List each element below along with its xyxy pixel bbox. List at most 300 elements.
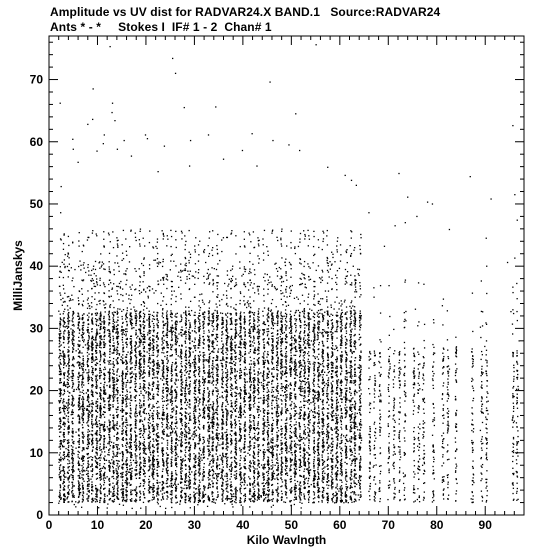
- data-point: [79, 458, 80, 459]
- data-point: [188, 427, 189, 428]
- data-point: [171, 396, 172, 397]
- data-point: [171, 483, 172, 484]
- data-point: [112, 456, 113, 457]
- data-point: [95, 286, 96, 287]
- data-point: [95, 496, 96, 497]
- data-point: [157, 502, 158, 503]
- data-point: [83, 410, 84, 411]
- data-point: [176, 410, 177, 411]
- data-point: [185, 460, 186, 461]
- data-point: [112, 378, 113, 379]
- data-point: [92, 322, 93, 323]
- data-point: [121, 316, 122, 317]
- data-point: [100, 476, 101, 477]
- data-point: [59, 476, 60, 477]
- data-point: [180, 475, 181, 476]
- data-point: [95, 461, 96, 462]
- data-point: [117, 473, 118, 474]
- data-point: [72, 485, 73, 486]
- data-point: [167, 472, 168, 473]
- data-point: [184, 375, 185, 376]
- data-point: [122, 499, 123, 500]
- data-point: [126, 430, 127, 431]
- data-point: [87, 239, 88, 240]
- data-point: [170, 230, 171, 231]
- data-point: [99, 423, 100, 424]
- data-point: [180, 277, 181, 278]
- data-point: [82, 471, 83, 472]
- data-point: [72, 462, 73, 463]
- data-point: [88, 338, 89, 339]
- data-point: [63, 367, 64, 368]
- data-point: [59, 421, 60, 422]
- data-point: [72, 432, 73, 433]
- data-point: [99, 434, 100, 435]
- data-point: [100, 410, 101, 411]
- data-point: [68, 236, 69, 237]
- data-point: [145, 408, 146, 409]
- data-point: [105, 477, 106, 478]
- data-point: [136, 321, 137, 322]
- data-point: [175, 426, 176, 427]
- data-point: [131, 371, 132, 372]
- data-point: [174, 316, 175, 317]
- data-point: [185, 450, 186, 451]
- data-point: [149, 332, 150, 333]
- data-point: [73, 366, 74, 367]
- data-point: [170, 389, 171, 390]
- data-point: [96, 393, 97, 394]
- data-point: [78, 480, 79, 481]
- data-point: [157, 238, 158, 239]
- data-point: [81, 470, 82, 471]
- data-point: [63, 356, 64, 357]
- data-point: [104, 353, 105, 354]
- data-point: [113, 489, 114, 490]
- data-point: [143, 265, 144, 266]
- data-point: [78, 316, 79, 317]
- data-point: [83, 443, 84, 444]
- data-point: [181, 231, 182, 232]
- data-point: [117, 490, 118, 491]
- data-point: [181, 365, 182, 366]
- data-point: [122, 373, 123, 374]
- data-point: [139, 371, 140, 372]
- data-point: [139, 368, 140, 369]
- data-point: [69, 470, 70, 471]
- data-point: [68, 473, 69, 474]
- data-point: [150, 441, 151, 442]
- data-point: [139, 429, 140, 430]
- data-point: [126, 459, 127, 460]
- data-point: [181, 351, 182, 352]
- data-point: [175, 379, 176, 380]
- data-point: [100, 357, 101, 358]
- data-point: [122, 344, 123, 345]
- data-point: [60, 359, 61, 360]
- data-point: [63, 422, 64, 423]
- data-point: [182, 425, 183, 426]
- data-point: [175, 301, 176, 302]
- data-point: [188, 431, 189, 432]
- data-point: [87, 444, 88, 445]
- data-point: [73, 383, 74, 384]
- data-point: [67, 266, 68, 267]
- data-point: [123, 488, 124, 489]
- data-point: [113, 478, 114, 479]
- data-point: [64, 309, 65, 310]
- data-point: [135, 406, 136, 407]
- data-point: [129, 438, 130, 439]
- data-point: [148, 490, 149, 491]
- data-point: [117, 247, 118, 248]
- data-point: [156, 444, 157, 445]
- data-point: [148, 446, 149, 447]
- data-point: [135, 424, 136, 425]
- data-point: [103, 316, 104, 317]
- data-point: [67, 405, 68, 406]
- data-point: [108, 233, 109, 234]
- data-point: [126, 328, 127, 329]
- data-point: [112, 395, 113, 396]
- data-point: [172, 281, 173, 282]
- data-point: [92, 358, 93, 359]
- data-point: [78, 465, 79, 466]
- data-point: [185, 351, 186, 352]
- data-point: [93, 266, 94, 267]
- data-point: [126, 361, 127, 362]
- data-point: [110, 445, 111, 446]
- data-point: [136, 334, 137, 335]
- data-point: [109, 430, 110, 431]
- data-point: [167, 466, 168, 467]
- data-point: [136, 363, 137, 364]
- data-point: [166, 315, 167, 316]
- data-point: [113, 339, 114, 340]
- data-point: [176, 427, 177, 428]
- data-point: [109, 349, 110, 350]
- data-point: [63, 479, 64, 480]
- data-point: [175, 322, 176, 323]
- data-point: [158, 388, 159, 389]
- data-point: [176, 344, 177, 345]
- data-point: [135, 421, 136, 422]
- data-point: [61, 443, 62, 444]
- data-point: [174, 382, 175, 383]
- data-point: [171, 494, 172, 495]
- data-point: [153, 440, 154, 441]
- data-point: [181, 404, 182, 405]
- data-point: [140, 374, 141, 375]
- data-point: [88, 478, 89, 479]
- data-point: [126, 420, 127, 421]
- data-point: [158, 485, 159, 486]
- data-point: [122, 456, 123, 457]
- data-point: [180, 363, 181, 364]
- data-point: [154, 447, 155, 448]
- data-point: [171, 411, 172, 412]
- data-point: [171, 298, 172, 299]
- data-point: [109, 368, 110, 369]
- data-point: [63, 500, 64, 501]
- data-point: [78, 364, 79, 365]
- data-point: [148, 435, 149, 436]
- data-point: [100, 395, 101, 396]
- data-point: [185, 469, 186, 470]
- data-point: [92, 486, 93, 487]
- data-point: [162, 313, 163, 314]
- data-point: [171, 294, 172, 295]
- data-point: [162, 266, 163, 267]
- data-point: [123, 493, 124, 494]
- data-point: [121, 311, 122, 312]
- data-point: [175, 362, 176, 363]
- data-point: [67, 391, 68, 392]
- data-point: [126, 394, 127, 395]
- data-point: [157, 384, 158, 385]
- data-point: [185, 320, 186, 321]
- data-point: [139, 341, 140, 342]
- data-point: [180, 467, 181, 468]
- data-point: [152, 362, 153, 363]
- data-point: [91, 329, 92, 330]
- data-point: [125, 315, 126, 316]
- data-point: [134, 289, 135, 290]
- data-point: [171, 236, 172, 237]
- data-point: [175, 470, 176, 471]
- data-point: [167, 426, 168, 427]
- data-point: [139, 457, 140, 458]
- data-point: [117, 417, 118, 418]
- data-point: [78, 337, 79, 338]
- data-point: [108, 271, 109, 272]
- data-point: [114, 381, 115, 382]
- data-point: [73, 311, 74, 312]
- data-point: [60, 471, 61, 472]
- data-point: [91, 348, 92, 349]
- data-point: [153, 464, 154, 465]
- data-point: [131, 452, 132, 453]
- data-point: [104, 332, 105, 333]
- data-point: [140, 333, 141, 334]
- data-point: [181, 353, 182, 354]
- data-point: [78, 304, 79, 305]
- data-point: [103, 282, 104, 283]
- data-point: [131, 455, 132, 456]
- data-point: [100, 413, 101, 414]
- data-point: [117, 314, 118, 315]
- data-point: [163, 236, 164, 237]
- data-point: [79, 260, 80, 261]
- data-point: [123, 429, 124, 430]
- data-point: [63, 342, 64, 343]
- data-point: [175, 463, 176, 464]
- data-point: [143, 387, 144, 388]
- data-point: [185, 346, 186, 347]
- data-point: [162, 362, 163, 363]
- data-point: [135, 449, 136, 450]
- data-point: [79, 419, 80, 420]
- data-point: [153, 383, 154, 384]
- data-point: [100, 318, 101, 319]
- data-point: [88, 465, 89, 466]
- data-point: [152, 339, 153, 340]
- data-point: [109, 481, 110, 482]
- data-point: [141, 430, 142, 431]
- data-point: [139, 376, 140, 377]
- data-point: [92, 336, 93, 337]
- data-point: [95, 386, 96, 387]
- data-point: [96, 330, 97, 331]
- data-point: [175, 400, 176, 401]
- data-point: [78, 482, 79, 483]
- data-point: [68, 316, 69, 317]
- data-point: [99, 333, 100, 334]
- data-point: [152, 499, 153, 500]
- data-point: [185, 395, 186, 396]
- data-point: [153, 370, 154, 371]
- data-point: [166, 396, 167, 397]
- data-point: [139, 245, 140, 246]
- data-point: [122, 412, 123, 413]
- data-point: [145, 463, 146, 464]
- data-point: [72, 329, 73, 330]
- data-point: [181, 445, 182, 446]
- data-point: [144, 497, 145, 498]
- data-point: [181, 361, 182, 362]
- data-point: [135, 460, 136, 461]
- data-point: [145, 465, 146, 466]
- data-point: [167, 343, 168, 344]
- data-point: [122, 342, 123, 343]
- data-point: [122, 432, 123, 433]
- data-point: [144, 314, 145, 315]
- data-point: [72, 403, 73, 404]
- data-point: [117, 329, 118, 330]
- data-point: [78, 456, 79, 457]
- data-point: [184, 393, 185, 394]
- data-point: [79, 291, 80, 292]
- data-point: [116, 321, 117, 322]
- data-point: [104, 394, 105, 395]
- data-point: [180, 389, 181, 390]
- data-point: [100, 326, 101, 327]
- data-point: [139, 276, 140, 277]
- data-point: [150, 348, 151, 349]
- data-point: [109, 266, 110, 267]
- data-point: [148, 459, 149, 460]
- data-point: [108, 408, 109, 409]
- data-point: [149, 447, 150, 448]
- data-point: [99, 300, 100, 301]
- data-point: [59, 271, 60, 272]
- data-point: [136, 310, 137, 311]
- data-point: [136, 495, 137, 496]
- data-point: [149, 488, 150, 489]
- data-point: [96, 465, 97, 466]
- data-point: [79, 350, 80, 351]
- data-point: [79, 418, 80, 419]
- data-point: [142, 336, 143, 337]
- data-point: [104, 498, 105, 499]
- data-point: [153, 426, 154, 427]
- data-point: [91, 377, 92, 378]
- data-point: [170, 449, 171, 450]
- data-point: [125, 490, 126, 491]
- data-point: [100, 403, 101, 404]
- data-point: [180, 459, 181, 460]
- data-point: [79, 407, 80, 408]
- data-point: [59, 493, 60, 494]
- data-point: [166, 366, 167, 367]
- data-point: [96, 401, 97, 402]
- data-point: [96, 411, 97, 412]
- data-point: [149, 368, 150, 369]
- data-point: [109, 373, 110, 374]
- data-point: [89, 491, 90, 492]
- data-point: [172, 340, 173, 341]
- data-point: [143, 494, 144, 495]
- data-point: [60, 363, 61, 364]
- data-point: [171, 338, 172, 339]
- data-point: [181, 386, 182, 387]
- data-point: [72, 428, 73, 429]
- data-point: [100, 412, 101, 413]
- data-point: [144, 321, 145, 322]
- data-point: [68, 402, 69, 403]
- data-point: [152, 371, 153, 372]
- data-point: [141, 406, 142, 407]
- data-point: [175, 455, 176, 456]
- data-point: [157, 258, 158, 259]
- data-point: [91, 386, 92, 387]
- data-point: [130, 460, 131, 461]
- data-point: [92, 278, 93, 279]
- data-point: [110, 360, 111, 361]
- data-point: [79, 494, 80, 495]
- data-point: [64, 454, 65, 455]
- data-point: [99, 352, 100, 353]
- data-point: [166, 498, 167, 499]
- data-point: [138, 363, 139, 364]
- data-point: [148, 406, 149, 407]
- data-point: [134, 346, 135, 347]
- data-point: [139, 343, 140, 344]
- data-point: [63, 400, 64, 401]
- data-point: [149, 443, 150, 444]
- data-point: [88, 471, 89, 472]
- data-point: [100, 425, 101, 426]
- data-point: [127, 413, 128, 414]
- data-point: [163, 483, 164, 484]
- data-point: [171, 330, 172, 331]
- data-point: [87, 481, 88, 482]
- data-point: [130, 387, 131, 388]
- data-point: [134, 268, 135, 269]
- data-point: [67, 454, 68, 455]
- data-point: [88, 418, 89, 419]
- data-point: [185, 439, 186, 440]
- data-point: [185, 241, 186, 242]
- data-point: [104, 367, 105, 368]
- data-point: [96, 492, 97, 493]
- data-point: [149, 350, 150, 351]
- data-point: [149, 500, 150, 501]
- data-point: [68, 252, 69, 253]
- data-point: [64, 355, 65, 356]
- data-point: [140, 387, 141, 388]
- data-point: [97, 408, 98, 409]
